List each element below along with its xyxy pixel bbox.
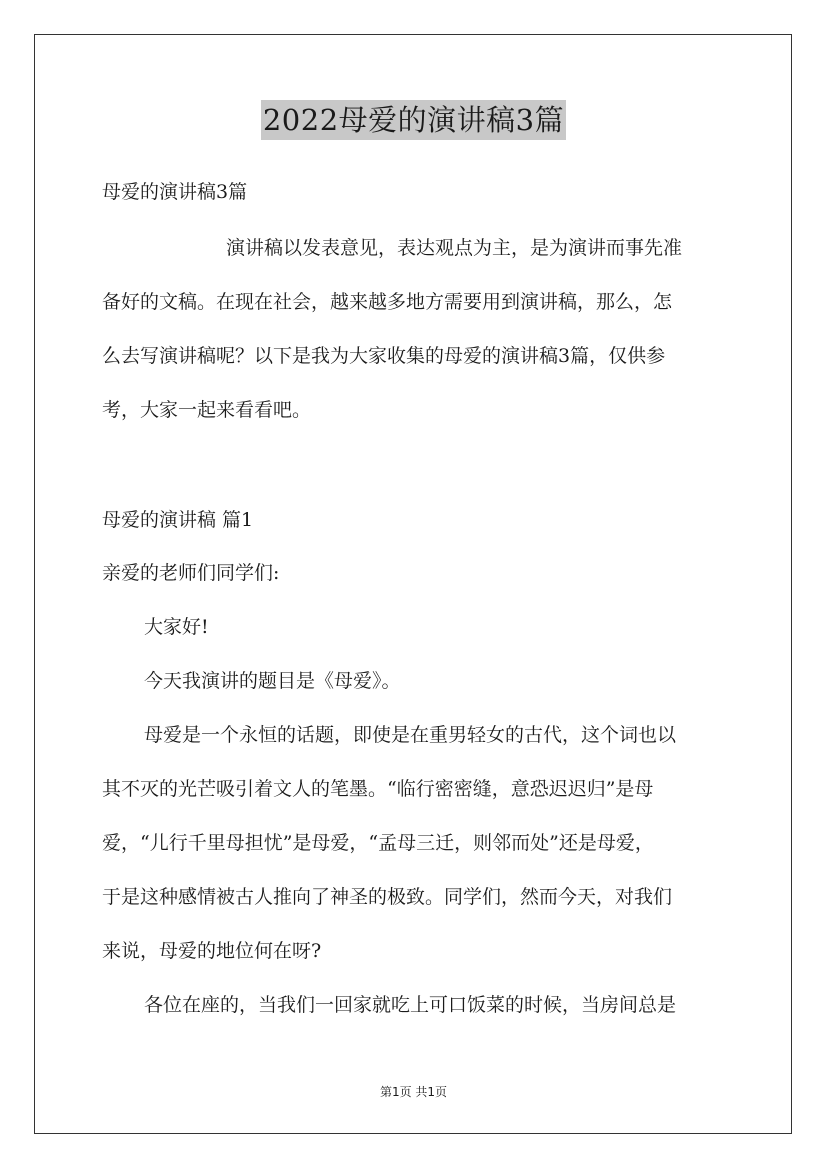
para1-line-4: 于是这种感情被古人推向了神圣的极致。同学们，然而今天，对我们: [102, 886, 673, 908]
document-title: 2022母爱的演讲稿3篇: [261, 100, 566, 140]
intro-line-3: 么去写演讲稿呢？以下是我为大家收集的母爱的演讲稿3篇，仅供参: [102, 345, 666, 367]
salutation: 亲爱的老师们同学们:: [102, 562, 280, 584]
intro-line-2: 备好的文稿。在现在社会，越来越多地方需要用到演讲稿，那么，怎: [102, 291, 673, 313]
title-container: [0, 100, 827, 140]
section-heading: 母爱的演讲稿 篇1: [102, 509, 254, 531]
para1-line-3: 爱，“儿行千里母担忧”是母爱，“孟母三迁，则邻而处”还是母爱，: [102, 832, 654, 854]
subtitle: 母爱的演讲稿3篇: [102, 181, 248, 203]
intro-line-1: 演讲稿以发表意见，表达观点为主，是为演讲而事先准: [226, 237, 683, 259]
para1-line-5: 来说，母爱的地位何在呀?: [102, 940, 322, 962]
topic-line: 今天我演讲的题目是《母爱》。: [144, 670, 401, 692]
para1-line-2: 其不灭的光芒吸引着文人的笔墨。“临行密密缝，意恐迟迟归”是母: [102, 778, 654, 800]
greeting: 大家好!: [144, 616, 209, 638]
para1-line-1: 母爱是一个永恒的话题，即使是在重男轻女的古代，这个词也以: [144, 724, 677, 746]
page-footer: 第1页 共1页: [379, 1085, 448, 1099]
intro-line-4: 考，大家一起来看看吧。: [102, 399, 312, 421]
para2-line-1: 各位在座的，当我们一回家就吃上可口饭菜的时候，当房间总是: [144, 994, 677, 1016]
